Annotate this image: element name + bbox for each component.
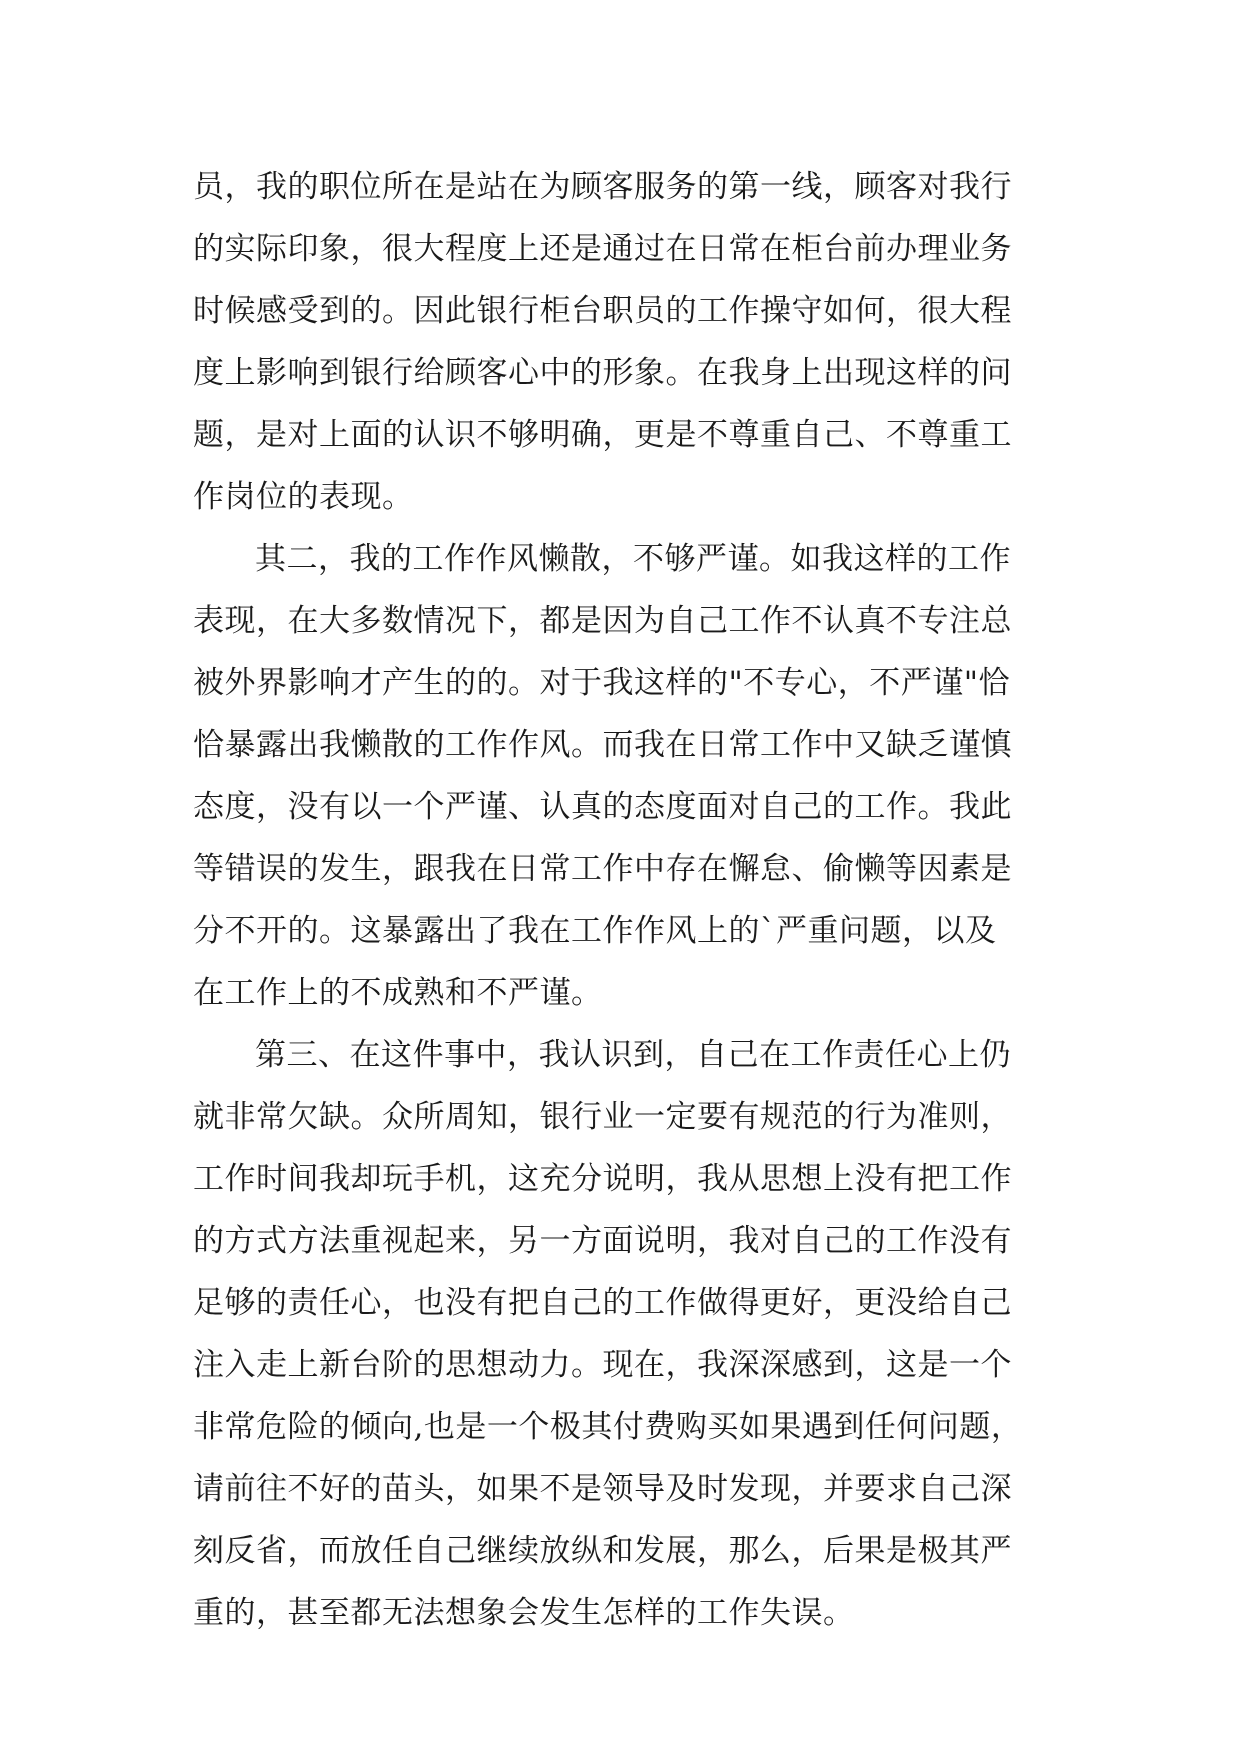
text-line: 在工作上的不成熟和不严谨。 <box>193 975 603 1011</box>
text-line: 表现，在大多数情况下，都是因为自己工作不认真不专注总 <box>193 603 1012 639</box>
text-line: 等错误的发生，跟我在日常工作中存在懈怠、偷懒等因素是 <box>193 851 1012 887</box>
text-line: 的实际印象，很大程度上还是通过在日常在柜台前办理业务 <box>193 231 1012 267</box>
text-line: 恰暴露出我懒散的工作作风。而我在日常工作中又缺乏谨慎 <box>193 727 1012 763</box>
text-line: 时候感受到的。因此银行柜台职员的工作操守如何，很大程 <box>193 293 1012 329</box>
text-line: 被外界影响才产生的的。对于我这样的"不专心，不严谨"恰 <box>193 665 1011 701</box>
text-line: 其二，我的工作作风懒散，不够严谨。如我这样的工作 <box>255 541 1011 577</box>
text-line: 工作时间我却玩手机，这充分说明，我从思想上没有把工作 <box>193 1161 1012 1197</box>
text-line: 题，是对上面的认识不够明确，更是不尊重自己、不尊重工 <box>193 417 1012 453</box>
text-line: 度上影响到银行给顾客心中的形象。在我身上出现这样的问 <box>193 355 1012 391</box>
text-line: 非常危险的倾向,也是一个极其付费购买如果遇到任何问题， <box>193 1409 1023 1445</box>
text-line: 足够的责任心，也没有把自己的工作做得更好，更没给自己 <box>193 1285 1012 1321</box>
paragraph-1 <box>193 156 1053 528</box>
paragraph-3 <box>193 1024 1053 1644</box>
text-line: 注入走上新台阶的思想动力。现在，我深深感到，这是一个 <box>193 1347 1012 1383</box>
body-text <box>193 156 1053 1644</box>
text-line: 请前往不好的苗头，如果不是领导及时发现，并要求自己深 <box>193 1471 1012 1507</box>
text-line: 态度，没有以一个严谨、认真的态度面对自己的工作。我此 <box>193 789 1012 825</box>
text-line: 重的，甚至都无法想象会发生怎样的工作失误。 <box>193 1595 855 1631</box>
text-line: 员，我的职位所在是站在为顾客服务的第一线，顾客对我行 <box>193 169 1012 205</box>
text-line: 第三、在这件事中，我认识到，自己在工作责任心上仍 <box>255 1037 1011 1073</box>
text-line: 刻反省，而放任自己继续放纵和发展，那么，后果是极其严 <box>193 1533 1012 1569</box>
text-line: 的方式方法重视起来，另一方面说明，我对自己的工作没有 <box>193 1223 1012 1259</box>
text-line: 作岗位的表现。 <box>193 479 414 515</box>
text-line: 分不开的。这暴露出了我在工作作风上的`严重问题，以及 <box>193 913 997 949</box>
paragraph-2 <box>193 528 1053 1024</box>
text-line: 就非常欠缺。众所周知，银行业一定要有规范的行为准则， <box>193 1099 1012 1135</box>
